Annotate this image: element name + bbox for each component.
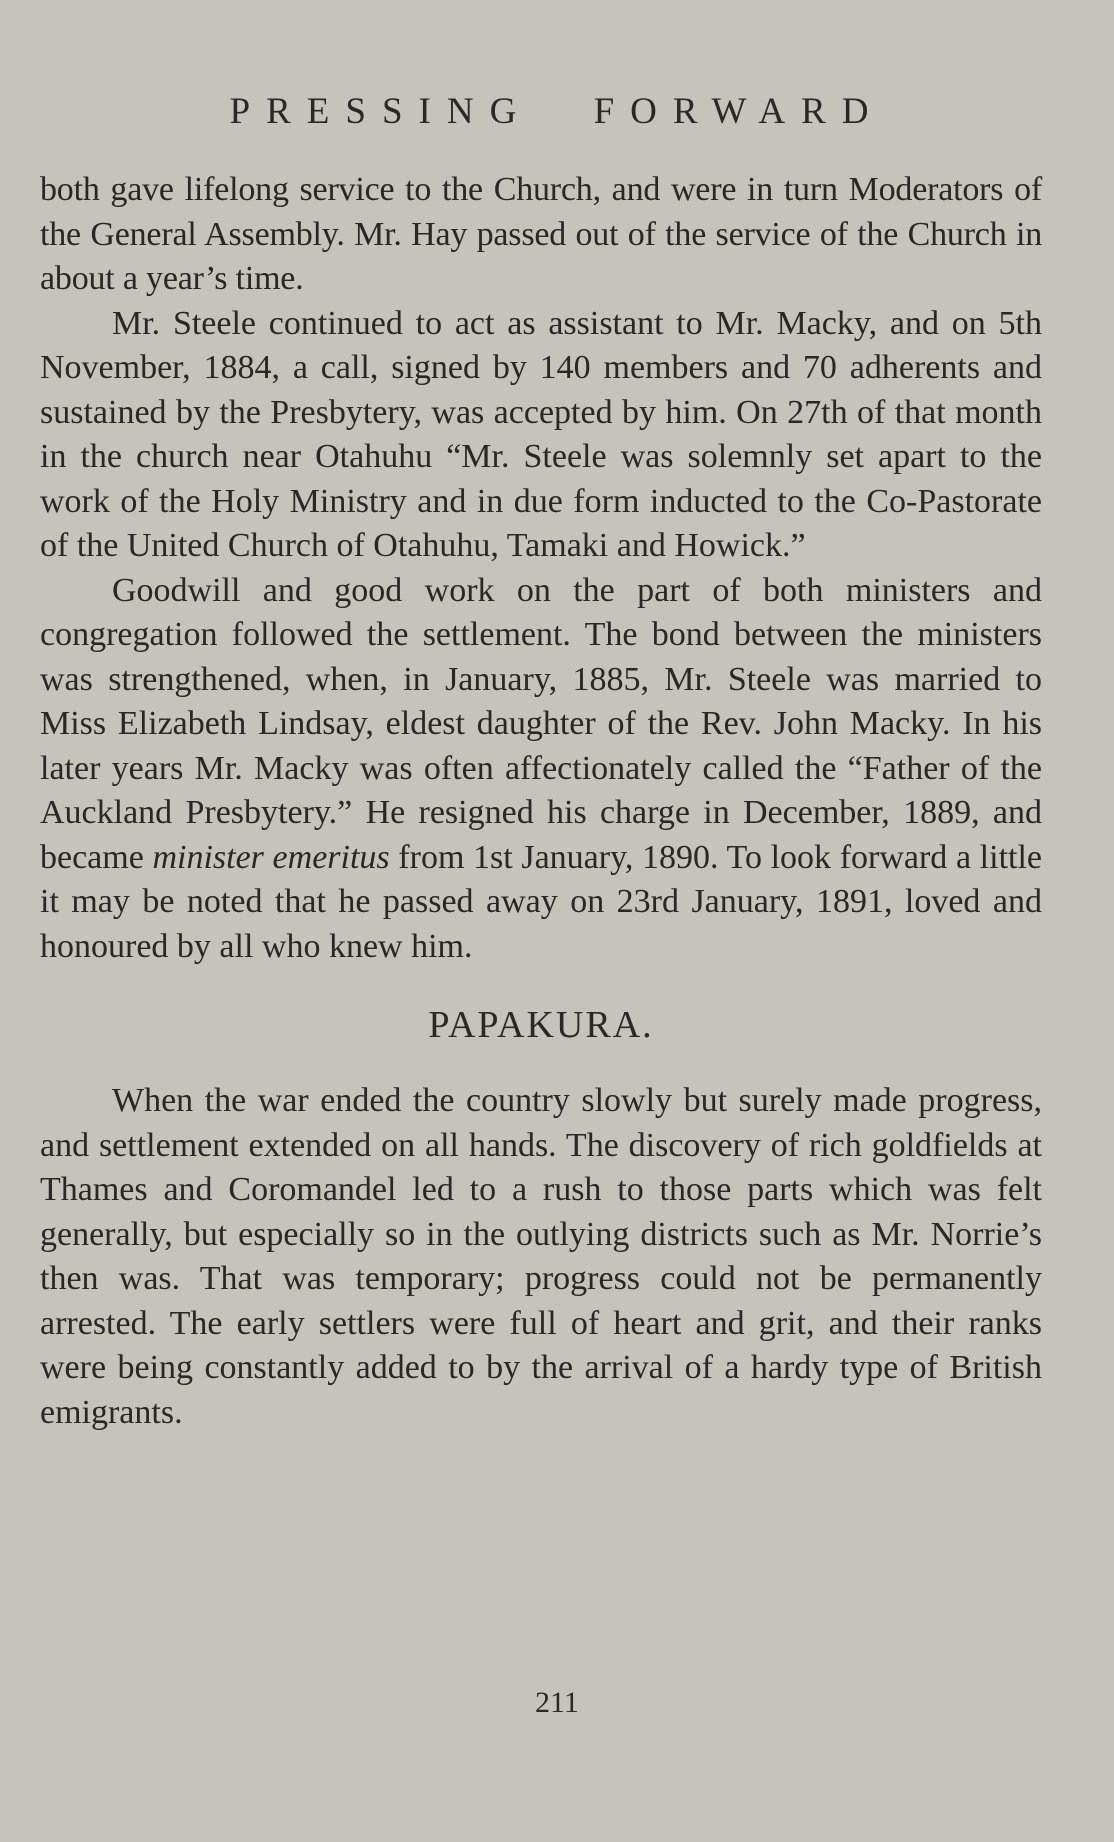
section-heading: PAPAKURA. bbox=[428, 1004, 654, 1046]
paragraph-steele-call: Mr. Steele continued to act as assistant to Mr. Macky, and on 5th November, 1884, a call, signed by 140 members and 70 adherents and sustained by the Presbytery, was accepted by him. On 27th of that month in the church near Otahuhu “Mr. Steele was solemnly set apart to the work of the Holy Ministry and in due form inducted to the Co-Pastorate of the United Church of Otahuhu, Tamaki and Howick.” bbox=[40, 304, 1042, 564]
paragraph-goodwill-italic: minister emeritus bbox=[152, 838, 390, 876]
paragraph-goodwill-text-b: from 1st January, 1890. To look forward a little it may be noted that he passed away on 23rd January, 1891, loved and honoured by all who knew him. bbox=[40, 838, 1043, 965]
paragraph-papakura: When the war ended the country slowly but surely made progress, and settlement extended on all hands. The discovery of rich goldfields at Thames and Coromandel led to a rush to those parts which was felt generally, but especially so in the outlying districts such as Mr. Norrie’s then was. That was temporary; progress could not be permanently arrested. The early settlers were full of heart and grit, and their ranks were being constantly added to by the arrival of a hardy type of British emigrants. bbox=[40, 1082, 1042, 1431]
paragraph-goodwill-text-a: Goodwill and good work on the part of both ministers and congregation followed the settlement. The bond between the ministers was strengthened, when, in January, 1885, Mr. Steele was married to Miss Elizabeth Lindsay, eldest daughter of the Rev. John Macky. In his later years Mr. Macky was often affectionately called the “Father of the Auckland Presbytery.” He resigned his charge in December, 1889, and became bbox=[40, 571, 1042, 876]
paragraph-goodwill bbox=[40, 569, 1042, 970]
running-head: PRESSING FORWARD bbox=[229, 91, 885, 132]
text-block bbox=[40, 168, 1042, 1435]
paragraph-continued: both gave lifelong service to the Church, and were in turn Moderators of the General Assembly. Mr. Hay passed out of the service of the Church in about a year’s time. bbox=[40, 171, 1042, 297]
page-number: 211 bbox=[535, 1686, 579, 1719]
